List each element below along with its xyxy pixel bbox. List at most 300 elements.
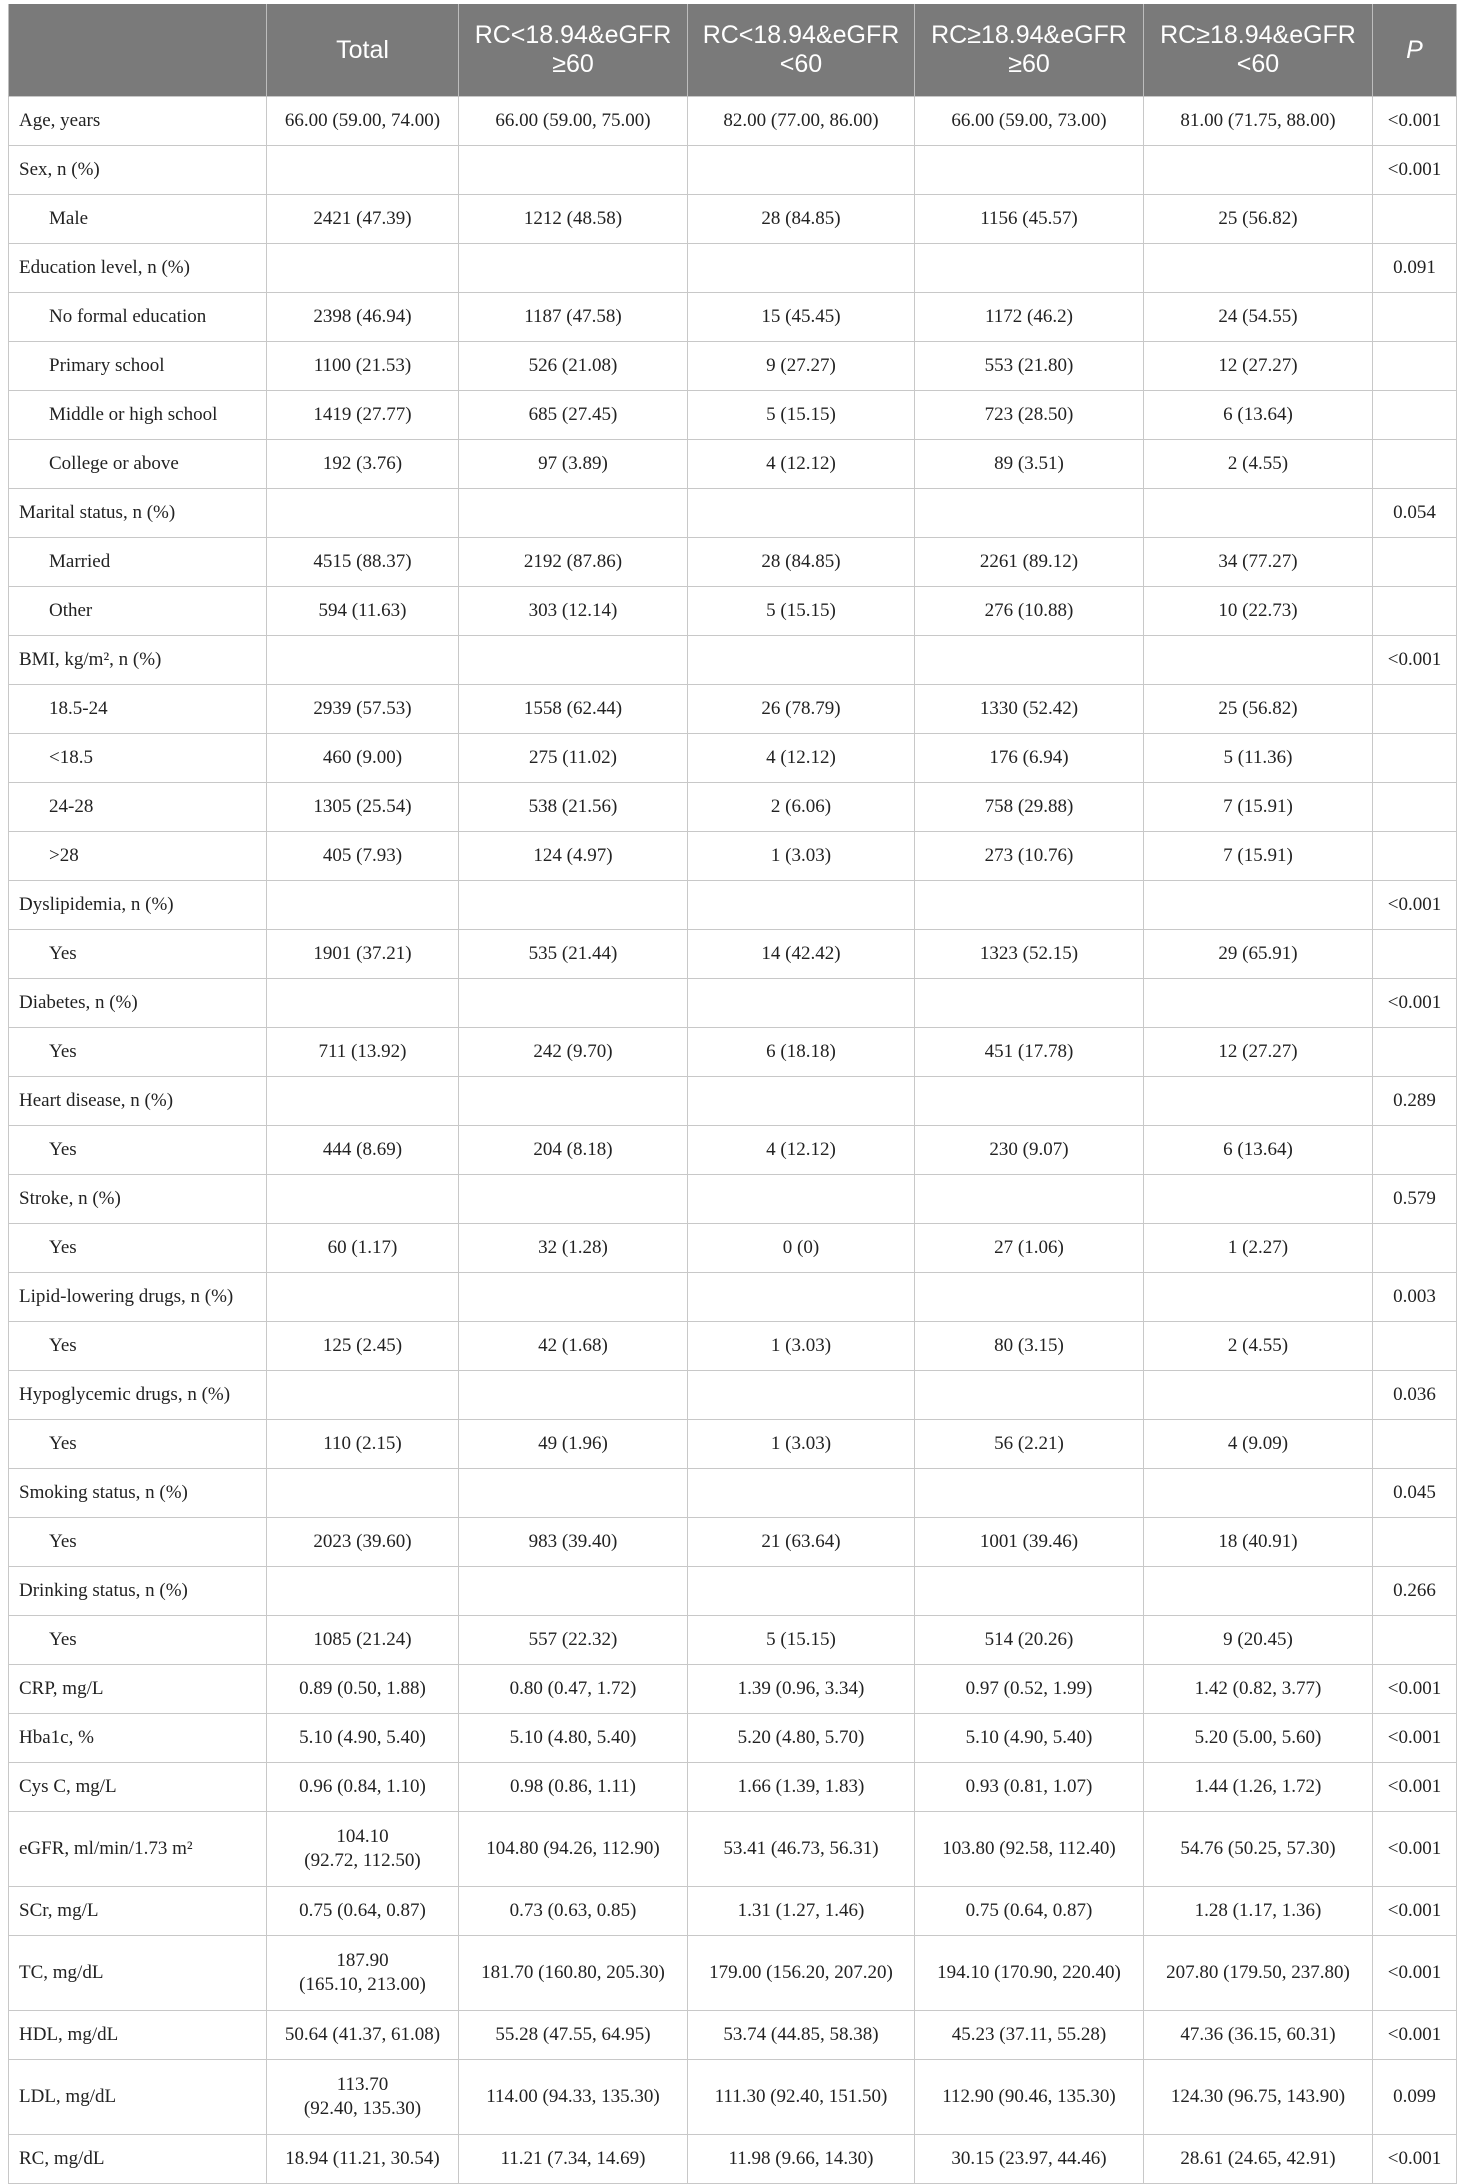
p-value-cell	[1373, 391, 1457, 440]
row-label: Drinking status, n (%)	[9, 1567, 267, 1616]
value-cell: 1 (3.03)	[688, 1322, 915, 1371]
value-cell: 97 (3.89)	[459, 440, 688, 489]
value-cell: 66.00 (59.00, 73.00)	[915, 97, 1144, 146]
p-value-cell	[1373, 1126, 1457, 1175]
value-cell	[915, 1371, 1144, 1420]
row-label: Yes	[9, 1322, 267, 1371]
p-value-cell	[1373, 538, 1457, 587]
value-cell: 1419 (27.77)	[267, 391, 459, 440]
value-cell	[459, 636, 688, 685]
table-row	[9, 146, 1457, 195]
value-cell: 6 (13.64)	[1144, 1126, 1373, 1175]
value-cell: 0 (0)	[688, 1224, 915, 1273]
table-row	[9, 244, 1457, 293]
value-cell: 0.80 (0.47, 1.72)	[459, 1665, 688, 1714]
value-cell: 0.97 (0.52, 1.99)	[915, 1665, 1144, 1714]
value-cell: 28 (84.85)	[688, 538, 915, 587]
value-cell: 187.90 (165.10, 213.00)	[267, 1936, 459, 2011]
value-cell	[459, 244, 688, 293]
value-cell	[267, 1273, 459, 1322]
table-row	[9, 2011, 1457, 2060]
value-cell	[267, 1371, 459, 1420]
row-label: Other	[9, 587, 267, 636]
value-cell	[1144, 1077, 1373, 1126]
p-value-cell	[1373, 685, 1457, 734]
value-cell: 0.73 (0.63, 0.85)	[459, 1887, 688, 1936]
value-cell: 2 (6.06)	[688, 783, 915, 832]
table-row	[9, 832, 1457, 881]
table-row	[9, 1936, 1457, 2011]
value-cell: 104.10 (92.72, 112.50)	[267, 1812, 459, 1887]
row-label: Primary school	[9, 342, 267, 391]
table-row	[9, 1763, 1457, 1812]
p-value-cell	[1373, 734, 1457, 783]
table-row	[9, 391, 1457, 440]
p-value-cell: <0.001	[1373, 1763, 1457, 1812]
p-value-cell	[1373, 195, 1457, 244]
value-cell: 1 (3.03)	[688, 832, 915, 881]
value-cell	[267, 146, 459, 195]
value-cell: 557 (22.32)	[459, 1616, 688, 1665]
value-cell: 103.80 (92.58, 112.40)	[915, 1812, 1144, 1887]
value-cell	[688, 636, 915, 685]
baseline-characteristics-table	[8, 4, 1457, 2184]
value-cell: 28 (84.85)	[688, 195, 915, 244]
table-row	[9, 1518, 1457, 1567]
value-cell: 276 (10.88)	[915, 587, 1144, 636]
value-cell	[267, 489, 459, 538]
value-cell: 1901 (37.21)	[267, 930, 459, 979]
value-cell: 5 (15.15)	[688, 587, 915, 636]
p-value-cell	[1373, 1224, 1457, 1273]
p-value-cell	[1373, 930, 1457, 979]
table-row	[9, 538, 1457, 587]
value-cell: 1.31 (1.27, 1.46)	[688, 1887, 915, 1936]
value-cell	[915, 1175, 1144, 1224]
value-cell: 25 (56.82)	[1144, 685, 1373, 734]
value-cell: 21 (63.64)	[688, 1518, 915, 1567]
row-label: SCr, mg/L	[9, 1887, 267, 1936]
value-cell: 275 (11.02)	[459, 734, 688, 783]
value-cell: 1212 (48.58)	[459, 195, 688, 244]
value-cell: 723 (28.50)	[915, 391, 1144, 440]
value-cell	[688, 1077, 915, 1126]
p-value-cell: <0.001	[1373, 2011, 1457, 2060]
value-cell: 179.00 (156.20, 207.20)	[688, 1936, 915, 2011]
value-cell	[459, 1371, 688, 1420]
value-cell: 11.98 (9.66, 14.30)	[688, 2135, 915, 2184]
row-label: Yes	[9, 1616, 267, 1665]
p-value-cell: 0.579	[1373, 1175, 1457, 1224]
p-value-cell: <0.001	[1373, 1936, 1457, 2011]
value-cell: 273 (10.76)	[915, 832, 1144, 881]
value-cell	[1144, 979, 1373, 1028]
value-cell: 1001 (39.46)	[915, 1518, 1144, 1567]
value-cell: 124 (4.97)	[459, 832, 688, 881]
value-cell	[915, 1077, 1144, 1126]
table-row	[9, 1273, 1457, 1322]
value-cell: 50.64 (41.37, 61.08)	[267, 2011, 459, 2060]
value-cell	[1144, 636, 1373, 685]
p-value-cell: <0.001	[1373, 1714, 1457, 1763]
value-cell: 11.21 (7.34, 14.69)	[459, 2135, 688, 2184]
value-cell: 113.70 (92.40, 135.30)	[267, 2060, 459, 2135]
value-cell	[688, 489, 915, 538]
value-cell: 4515 (88.37)	[267, 538, 459, 587]
value-cell: 42 (1.68)	[459, 1322, 688, 1371]
value-cell: 0.89 (0.50, 1.88)	[267, 1665, 459, 1714]
value-cell: 5 (15.15)	[688, 1616, 915, 1665]
value-cell	[267, 1469, 459, 1518]
value-cell	[688, 1273, 915, 1322]
value-cell: 9 (27.27)	[688, 342, 915, 391]
header-p-value: P	[1373, 4, 1457, 97]
value-cell: 4 (12.12)	[688, 440, 915, 489]
p-value-cell: 0.289	[1373, 1077, 1457, 1126]
p-value-cell: <0.001	[1373, 1665, 1457, 1714]
value-cell	[688, 1371, 915, 1420]
value-cell	[688, 1175, 915, 1224]
value-cell	[1144, 1567, 1373, 1616]
p-value-cell: <0.001	[1373, 97, 1457, 146]
value-cell: 983 (39.40)	[459, 1518, 688, 1567]
row-label: HDL, mg/dL	[9, 2011, 267, 2060]
value-cell: 1.42 (0.82, 3.77)	[1144, 1665, 1373, 1714]
value-cell	[1144, 489, 1373, 538]
value-cell: 45.23 (37.11, 55.28)	[915, 2011, 1144, 2060]
value-cell: 230 (9.07)	[915, 1126, 1144, 1175]
row-label: Stroke, n (%)	[9, 1175, 267, 1224]
p-value-cell	[1373, 1028, 1457, 1077]
value-cell: 10 (22.73)	[1144, 587, 1373, 636]
value-cell: 685 (27.45)	[459, 391, 688, 440]
value-cell: 104.80 (94.26, 112.90)	[459, 1812, 688, 1887]
value-cell: 192 (3.76)	[267, 440, 459, 489]
table-row	[9, 1469, 1457, 1518]
value-cell	[459, 146, 688, 195]
value-cell	[267, 636, 459, 685]
value-cell: 30.15 (23.97, 44.46)	[915, 2135, 1144, 2184]
header-total: Total	[267, 4, 459, 97]
table-row	[9, 1567, 1457, 1616]
value-cell: 89 (3.51)	[915, 440, 1144, 489]
value-cell: 32 (1.28)	[459, 1224, 688, 1273]
row-label: Smoking status, n (%)	[9, 1469, 267, 1518]
value-cell: 49 (1.96)	[459, 1420, 688, 1469]
row-label: Yes	[9, 1126, 267, 1175]
value-cell: 1172 (46.2)	[915, 293, 1144, 342]
row-label: TC, mg/dL	[9, 1936, 267, 2011]
table-row	[9, 734, 1457, 783]
header-group-4: RC≥18.94&eGFR <60	[1144, 4, 1373, 97]
value-cell	[688, 979, 915, 1028]
row-label: Yes	[9, 1028, 267, 1077]
value-cell	[459, 1077, 688, 1126]
value-cell: 26 (78.79)	[688, 685, 915, 734]
value-cell	[1144, 244, 1373, 293]
value-cell: 12 (27.27)	[1144, 1028, 1373, 1077]
row-label: Yes	[9, 930, 267, 979]
row-label: Lipid-lowering drugs, n (%)	[9, 1273, 267, 1322]
value-cell	[267, 1567, 459, 1616]
p-value-cell: <0.001	[1373, 636, 1457, 685]
value-cell	[915, 979, 1144, 1028]
value-cell	[267, 881, 459, 930]
value-cell: 6 (18.18)	[688, 1028, 915, 1077]
value-cell: 111.30 (92.40, 151.50)	[688, 2060, 915, 2135]
value-cell: 53.74 (44.85, 58.38)	[688, 2011, 915, 2060]
row-label: <18.5	[9, 734, 267, 783]
table-body	[9, 97, 1457, 2184]
table-row	[9, 440, 1457, 489]
value-cell: 176 (6.94)	[915, 734, 1144, 783]
value-cell: 444 (8.69)	[267, 1126, 459, 1175]
value-cell: 1.39 (0.96, 3.34)	[688, 1665, 915, 1714]
value-cell: 25 (56.82)	[1144, 195, 1373, 244]
table-row	[9, 97, 1457, 146]
table-row	[9, 342, 1457, 391]
row-label: Cys C, mg/L	[9, 1763, 267, 1812]
value-cell	[459, 979, 688, 1028]
p-value-cell	[1373, 1420, 1457, 1469]
p-value-cell	[1373, 587, 1457, 636]
row-label: BMI, kg/m², n (%)	[9, 636, 267, 685]
row-label: No formal education	[9, 293, 267, 342]
row-label: 18.5-24	[9, 685, 267, 734]
row-label: Male	[9, 195, 267, 244]
value-cell: 0.96 (0.84, 1.10)	[267, 1763, 459, 1812]
value-cell: 1100 (21.53)	[267, 342, 459, 391]
table-row	[9, 1126, 1457, 1175]
row-label: Yes	[9, 1224, 267, 1273]
value-cell: 18.94 (11.21, 30.54)	[267, 2135, 459, 2184]
value-cell	[459, 1175, 688, 1224]
value-cell: 1.66 (1.39, 1.83)	[688, 1763, 915, 1812]
value-cell: 80 (3.15)	[915, 1322, 1144, 1371]
value-cell: 7 (15.91)	[1144, 832, 1373, 881]
value-cell: 14 (42.42)	[688, 930, 915, 979]
value-cell	[459, 1469, 688, 1518]
value-cell: 5.20 (5.00, 5.60)	[1144, 1714, 1373, 1763]
row-label: Sex, n (%)	[9, 146, 267, 195]
value-cell: 110 (2.15)	[267, 1420, 459, 1469]
value-cell: 2421 (47.39)	[267, 195, 459, 244]
header-variable	[9, 4, 267, 97]
row-label: 24-28	[9, 783, 267, 832]
p-value-cell: <0.001	[1373, 1887, 1457, 1936]
value-cell	[1144, 146, 1373, 195]
value-cell: 81.00 (71.75, 88.00)	[1144, 97, 1373, 146]
value-cell	[1144, 1371, 1373, 1420]
value-cell: 204 (8.18)	[459, 1126, 688, 1175]
p-value-cell: 0.099	[1373, 2060, 1457, 2135]
value-cell	[688, 1567, 915, 1616]
value-cell: 114.00 (94.33, 135.30)	[459, 2060, 688, 2135]
value-cell: 15 (45.45)	[688, 293, 915, 342]
table-row	[9, 1665, 1457, 1714]
value-cell: 4 (9.09)	[1144, 1420, 1373, 1469]
value-cell: 194.10 (170.90, 220.40)	[915, 1936, 1144, 2011]
value-cell	[688, 1469, 915, 1518]
value-cell: 303 (12.14)	[459, 587, 688, 636]
value-cell: 18 (40.91)	[1144, 1518, 1373, 1567]
value-cell: 1330 (52.42)	[915, 685, 1144, 734]
value-cell: 1187 (47.58)	[459, 293, 688, 342]
value-cell: 2261 (89.12)	[915, 538, 1144, 587]
table-row	[9, 1812, 1457, 1887]
row-label: College or above	[9, 440, 267, 489]
table-row	[9, 1077, 1457, 1126]
value-cell	[915, 881, 1144, 930]
value-cell: 34 (77.27)	[1144, 538, 1373, 587]
value-cell: 28.61 (24.65, 42.91)	[1144, 2135, 1373, 2184]
value-cell: 0.98 (0.86, 1.11)	[459, 1763, 688, 1812]
table-row	[9, 1714, 1457, 1763]
value-cell: 1305 (25.54)	[267, 783, 459, 832]
p-value-cell	[1373, 783, 1457, 832]
value-cell: 405 (7.93)	[267, 832, 459, 881]
p-value-cell: 0.266	[1373, 1567, 1457, 1616]
value-cell: 2 (4.55)	[1144, 1322, 1373, 1371]
table-row	[9, 1175, 1457, 1224]
row-label: Marital status, n (%)	[9, 489, 267, 538]
p-value-cell	[1373, 440, 1457, 489]
value-cell	[267, 1077, 459, 1126]
value-cell: 56 (2.21)	[915, 1420, 1144, 1469]
value-cell: 1558 (62.44)	[459, 685, 688, 734]
table-row	[9, 685, 1457, 734]
value-cell	[915, 244, 1144, 293]
value-cell	[688, 881, 915, 930]
value-cell: 5 (11.36)	[1144, 734, 1373, 783]
value-cell	[1144, 1469, 1373, 1518]
header-row	[9, 4, 1457, 97]
value-cell: 514 (20.26)	[915, 1616, 1144, 1665]
value-cell	[915, 1273, 1144, 1322]
p-value-cell: 0.045	[1373, 1469, 1457, 1518]
value-cell: 535 (21.44)	[459, 930, 688, 979]
value-cell	[459, 881, 688, 930]
row-label: Middle or high school	[9, 391, 267, 440]
value-cell: 538 (21.56)	[459, 783, 688, 832]
value-cell: 451 (17.78)	[915, 1028, 1144, 1077]
value-cell: 5.10 (4.90, 5.40)	[915, 1714, 1144, 1763]
value-cell	[688, 244, 915, 293]
value-cell: 526 (21.08)	[459, 342, 688, 391]
table-row	[9, 636, 1457, 685]
table-row	[9, 1420, 1457, 1469]
value-cell: 207.80 (179.50, 237.80)	[1144, 1936, 1373, 2011]
value-cell: 82.00 (77.00, 86.00)	[688, 97, 915, 146]
value-cell: 1085 (21.24)	[267, 1616, 459, 1665]
table-row	[9, 489, 1457, 538]
value-cell: 594 (11.63)	[267, 587, 459, 636]
value-cell: 55.28 (47.55, 64.95)	[459, 2011, 688, 2060]
row-label: Dyslipidemia, n (%)	[9, 881, 267, 930]
row-label: RC, mg/dL	[9, 2135, 267, 2184]
row-label: Yes	[9, 1518, 267, 1567]
value-cell: 2398 (46.94)	[267, 293, 459, 342]
value-cell: 0.75 (0.64, 0.87)	[915, 1887, 1144, 1936]
table-row	[9, 2135, 1457, 2184]
value-cell	[915, 1567, 1144, 1616]
value-cell: 24 (54.55)	[1144, 293, 1373, 342]
value-cell: 124.30 (96.75, 143.90)	[1144, 2060, 1373, 2135]
p-value-cell: 0.003	[1373, 1273, 1457, 1322]
value-cell: 2 (4.55)	[1144, 440, 1373, 489]
table-row	[9, 587, 1457, 636]
value-cell: 66.00 (59.00, 74.00)	[267, 97, 459, 146]
table-header	[9, 4, 1457, 97]
p-value-cell: 0.091	[1373, 244, 1457, 293]
row-label: Diabetes, n (%)	[9, 979, 267, 1028]
value-cell: 2023 (39.60)	[267, 1518, 459, 1567]
value-cell	[915, 146, 1144, 195]
value-cell	[1144, 1273, 1373, 1322]
value-cell: 460 (9.00)	[267, 734, 459, 783]
table-row	[9, 1322, 1457, 1371]
p-value-cell: <0.001	[1373, 146, 1457, 195]
table-row	[9, 195, 1457, 244]
table-row	[9, 1371, 1457, 1420]
value-cell: 4 (12.12)	[688, 1126, 915, 1175]
header-group-1: RC<18.94&eGFR ≥60	[459, 4, 688, 97]
p-value-cell	[1373, 1616, 1457, 1665]
table-row	[9, 1616, 1457, 1665]
value-cell: 1 (3.03)	[688, 1420, 915, 1469]
value-cell	[459, 1273, 688, 1322]
table-row	[9, 2060, 1457, 2135]
header-group-3: RC≥18.94&eGFR ≥60	[915, 4, 1144, 97]
table-row	[9, 293, 1457, 342]
table-row	[9, 1887, 1457, 1936]
p-value-cell	[1373, 293, 1457, 342]
row-label: Married	[9, 538, 267, 587]
value-cell: 9 (20.45)	[1144, 1616, 1373, 1665]
value-cell: 5.10 (4.90, 5.40)	[267, 1714, 459, 1763]
p-value-cell: 0.036	[1373, 1371, 1457, 1420]
value-cell	[267, 979, 459, 1028]
p-value-cell	[1373, 1322, 1457, 1371]
row-label: Hba1c, %	[9, 1714, 267, 1763]
value-cell: 5.20 (4.80, 5.70)	[688, 1714, 915, 1763]
value-cell	[688, 146, 915, 195]
value-cell: 0.75 (0.64, 0.87)	[267, 1887, 459, 1936]
value-cell: 2192 (87.86)	[459, 538, 688, 587]
value-cell: 29 (65.91)	[1144, 930, 1373, 979]
value-cell: 0.93 (0.81, 1.07)	[915, 1763, 1144, 1812]
value-cell	[915, 1469, 1144, 1518]
p-value-cell	[1373, 832, 1457, 881]
row-label: Education level, n (%)	[9, 244, 267, 293]
value-cell: 2939 (57.53)	[267, 685, 459, 734]
value-cell: 66.00 (59.00, 75.00)	[459, 97, 688, 146]
value-cell: 54.76 (50.25, 57.30)	[1144, 1812, 1373, 1887]
value-cell: 242 (9.70)	[459, 1028, 688, 1077]
value-cell	[915, 489, 1144, 538]
row-label: Age, years	[9, 97, 267, 146]
value-cell	[459, 1567, 688, 1616]
value-cell: 758 (29.88)	[915, 783, 1144, 832]
value-cell: 112.90 (90.46, 135.30)	[915, 2060, 1144, 2135]
value-cell: 125 (2.45)	[267, 1322, 459, 1371]
p-value-cell	[1373, 342, 1457, 391]
value-cell: 60 (1.17)	[267, 1224, 459, 1273]
value-cell: 553 (21.80)	[915, 342, 1144, 391]
value-cell: 181.70 (160.80, 205.30)	[459, 1936, 688, 2011]
value-cell: 7 (15.91)	[1144, 783, 1373, 832]
value-cell: 1.28 (1.17, 1.36)	[1144, 1887, 1373, 1936]
